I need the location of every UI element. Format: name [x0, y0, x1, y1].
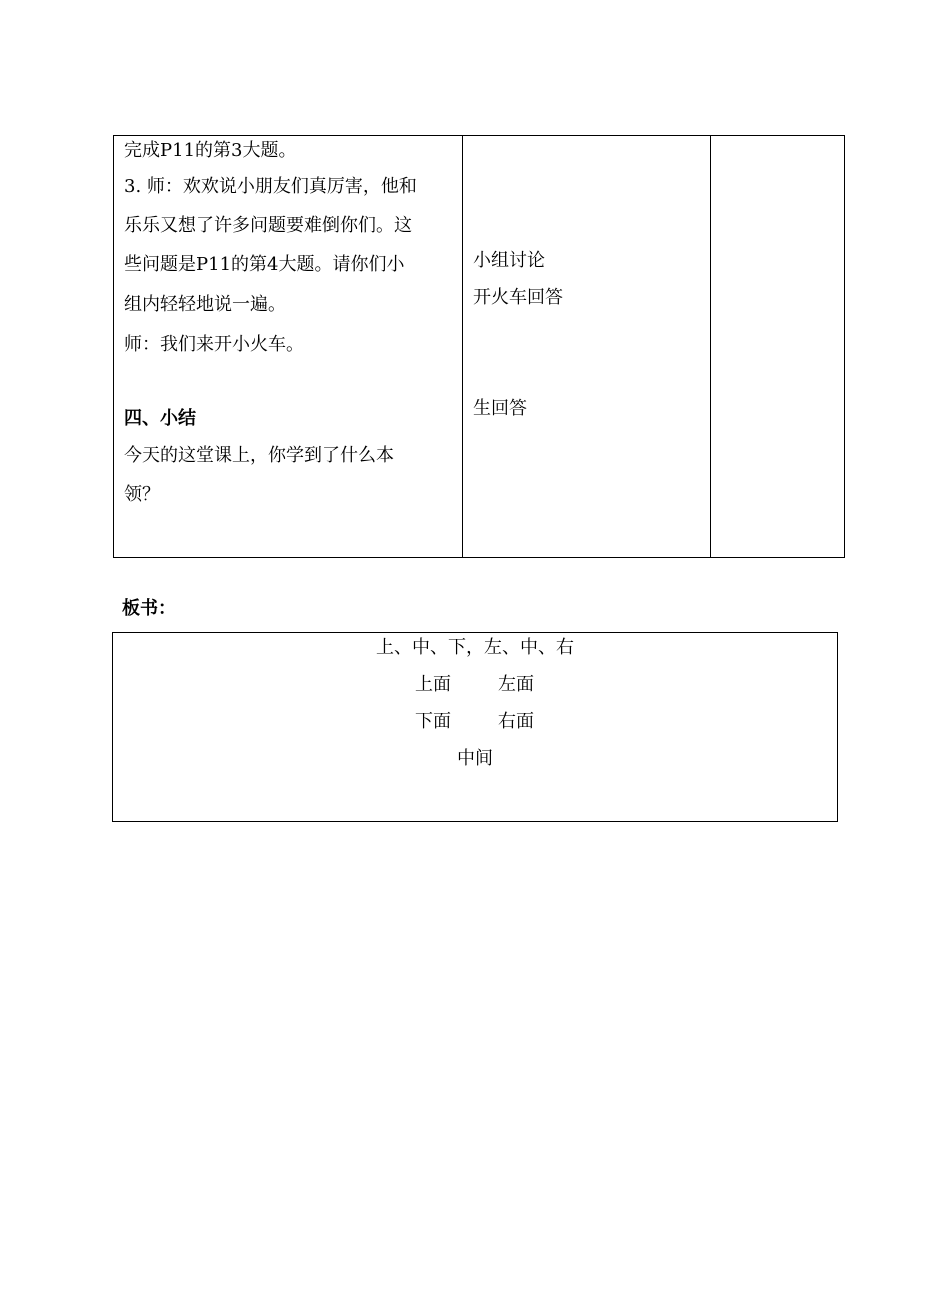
board-label: 板书： — [122, 598, 176, 619]
lesson-table — [113, 135, 845, 558]
board-word-lower: 下面 — [415, 711, 451, 732]
teacher-line: 完成P11的第3大题。 — [124, 140, 297, 161]
teacher-line: 些问题是P11的第4大题。请你们小 — [124, 254, 405, 275]
board-box — [112, 632, 838, 822]
student-line: 生回答 — [473, 398, 527, 419]
board-line: 上、中、下，左、中、右 — [376, 637, 574, 658]
teacher-line: 师：我们来开小火车。 — [124, 334, 304, 355]
section-heading: 四、小结 — [124, 408, 196, 429]
board-word-upper: 上面 — [415, 674, 451, 695]
student-line: 小组讨论 — [473, 250, 545, 271]
teacher-line: 组内轻轻地说一遍。 — [124, 294, 286, 315]
board-word-right: 右面 — [498, 711, 534, 732]
column-divider — [710, 136, 711, 557]
board-word-left: 左面 — [498, 674, 534, 695]
teacher-line: 乐乐又想了许多问题要难倒你们。这 — [124, 215, 412, 236]
teacher-line: 领？ — [124, 484, 160, 505]
column-divider — [462, 136, 463, 557]
teacher-line: 3. 师：欢欢说小朋友们真厉害，他和 — [124, 176, 417, 197]
board-word-middle: 中间 — [457, 748, 493, 769]
teacher-line: 今天的这堂课上，你学到了什么本 — [124, 445, 394, 466]
student-line: 开火车回答 — [473, 287, 563, 308]
